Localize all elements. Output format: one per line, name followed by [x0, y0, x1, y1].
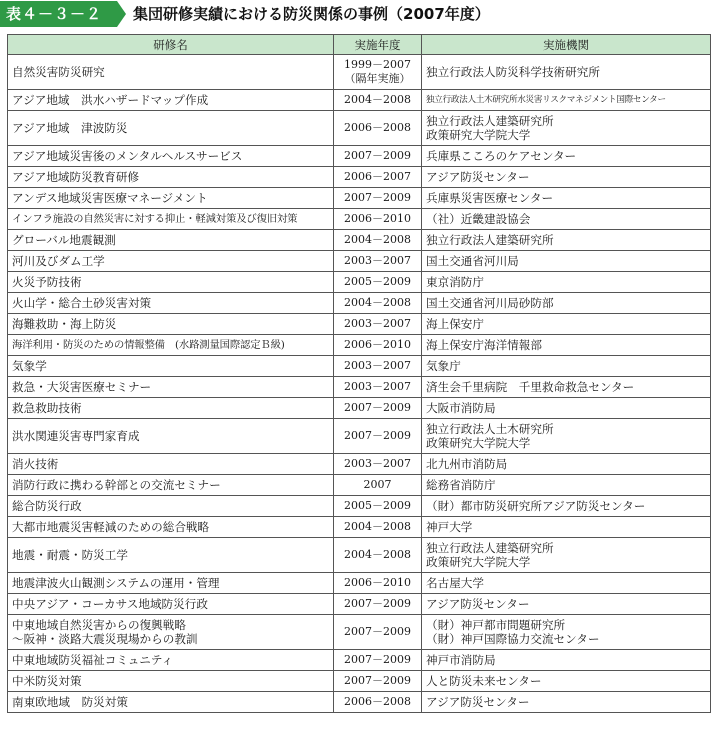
year-cell [334, 209, 422, 230]
training-table [7, 34, 711, 713]
year-cell [334, 55, 422, 90]
table-row [8, 671, 711, 692]
table-row [8, 496, 711, 517]
year-cell-line: 2006－2010 [344, 338, 411, 351]
year-cell [334, 475, 422, 496]
year-cell-line: 2006－2008 [344, 695, 411, 708]
organization-cell [422, 377, 711, 398]
year-cell-line: 2007－2009 [344, 674, 411, 687]
year-cell-line: 2006－2010 [344, 212, 411, 225]
organization-cell-line: 海上保安庁海洋情報部 [426, 338, 542, 352]
organization-cell [422, 496, 711, 517]
year-cell [334, 671, 422, 692]
organization-cell-line: 大阪市消防局 [426, 401, 496, 415]
year-cell [334, 377, 422, 398]
organization-cell-line: 政策研究大学院大学 [426, 436, 531, 450]
year-cell [334, 538, 422, 573]
organization-cell-line: 北九州市消防局 [426, 457, 508, 471]
organization-cell-line: （財）神戸都市問題研究所 [426, 618, 566, 632]
table-row [8, 314, 711, 335]
organization-cell-line: 東京消防庁 [426, 275, 484, 289]
table-row [8, 230, 711, 251]
organization-cell-line: 政策研究大学院大学 [426, 128, 531, 142]
organization-cell-line: 国土交通省河川局 [426, 254, 519, 268]
organization-cell [422, 517, 711, 538]
training-name-cell [8, 167, 334, 188]
training-name-cell-line: 総合防災行政 [12, 499, 82, 513]
organization-cell-line: 名古屋大学 [426, 576, 484, 590]
training-name-cell-line: 海洋利用・防災のための情報整備 (水路測量国際認定Ｂ級) [12, 339, 285, 351]
training-name-cell [8, 594, 334, 615]
table-row [8, 650, 711, 671]
organization-cell-line: 済生会千里病院 千里救命救急センター [426, 380, 635, 394]
table-row [8, 692, 711, 713]
organization-cell [422, 90, 711, 111]
organization-cell-line: 神戸大学 [426, 520, 473, 534]
organization-cell [422, 650, 711, 671]
year-cell-line: 2004－2008 [344, 520, 411, 533]
training-name-cell-line: アジア地域災害後のメンタルヘルスサービス [12, 149, 243, 163]
organization-cell [422, 671, 711, 692]
year-cell [334, 167, 422, 188]
year-cell-line: 2003－2007 [344, 359, 411, 372]
table-row [8, 517, 711, 538]
table-header-row [8, 35, 711, 55]
training-name-cell-line: 中央アジア・コーカサス地域防災行政 [12, 597, 208, 611]
training-name-cell-line: 中東地域自然災害からの復興戦略 [12, 618, 186, 632]
column-header-name: 研修名 [8, 35, 334, 55]
training-name-cell [8, 671, 334, 692]
training-name-cell-line: 中米防災対策 [12, 674, 82, 688]
training-name-cell [8, 475, 334, 496]
year-cell [334, 293, 422, 314]
organization-cell [422, 167, 711, 188]
organization-cell-line: （社）近畿建設協会 [426, 212, 531, 226]
year-cell-line: 2007 [363, 478, 392, 491]
year-cell [334, 594, 422, 615]
training-name-cell-line: 消火技術 [12, 457, 59, 471]
organization-cell [422, 398, 711, 419]
year-cell-line: （隔年実施） [344, 72, 411, 85]
table-row [8, 146, 711, 167]
organization-cell-line: 政策研究大学院大学 [426, 555, 531, 569]
year-cell-line: 2007－2009 [344, 597, 411, 610]
organization-cell [422, 293, 711, 314]
training-name-cell [8, 314, 334, 335]
year-cell-line: 2004－2008 [344, 548, 411, 561]
organization-cell-line: （財）神戸国際協力交流センター [426, 632, 600, 646]
year-cell [334, 251, 422, 272]
training-name-cell [8, 573, 334, 594]
organization-cell [422, 615, 711, 650]
year-cell [334, 230, 422, 251]
organization-cell-line: 独立行政法人土木研究所水災害リスクマネジメント国際センター [426, 95, 666, 105]
organization-cell [422, 335, 711, 356]
training-name-cell [8, 615, 334, 650]
table-row [8, 167, 711, 188]
organization-cell [422, 55, 711, 90]
organization-cell-line: （財）都市防災研究所アジア防災センター [426, 499, 646, 513]
training-name-cell [8, 538, 334, 573]
organization-cell [422, 272, 711, 293]
table-row [8, 335, 711, 356]
organization-cell-line: 兵庫県こころのケアセンター [426, 149, 577, 163]
organization-cell [422, 419, 711, 454]
year-cell-line: 1999－2007 [344, 58, 411, 71]
organization-cell-line: アジア防災センター [426, 170, 530, 184]
training-name-cell [8, 650, 334, 671]
table-row [8, 538, 711, 573]
table-number-badge: 表４－３－２ [0, 1, 117, 27]
training-name-cell [8, 55, 334, 90]
organization-cell [422, 573, 711, 594]
training-name-cell-line: 火災予防技術 [12, 275, 82, 289]
organization-cell-line: 人と防災未来センター [426, 674, 542, 688]
training-name-cell [8, 272, 334, 293]
year-cell-line: 2007－2009 [344, 429, 411, 442]
column-header-org: 実施機関 [422, 35, 711, 55]
year-cell-line: 2003－2007 [344, 254, 411, 267]
year-cell-line: 2007－2009 [344, 401, 411, 414]
organization-cell-line: 総務省消防庁 [426, 478, 496, 492]
training-name-cell [8, 398, 334, 419]
organization-cell-line: アジア防災センター [426, 695, 530, 709]
organization-cell [422, 594, 711, 615]
organization-cell-line: 気象庁 [426, 359, 461, 373]
year-cell-line: 2006－2010 [344, 576, 411, 589]
training-name-cell-line: 大都市地震災害軽減のための総合戦略 [12, 520, 210, 534]
training-name-cell-line: 気象学 [12, 359, 47, 373]
training-name-cell-line: 海難救助・海上防災 [12, 317, 117, 331]
year-cell [334, 335, 422, 356]
year-cell-line: 2007－2009 [344, 191, 411, 204]
training-name-cell-line: 消防行政に携わる幹部との交流セミナー [12, 478, 221, 492]
column-header-year: 実施年度 [334, 35, 422, 55]
year-cell [334, 272, 422, 293]
organization-cell [422, 188, 711, 209]
organization-cell-line: アジア防災センター [426, 597, 530, 611]
training-name-cell-line: 南東欧地域 防災対策 [12, 695, 128, 709]
year-cell [334, 650, 422, 671]
training-name-cell-line: 中東地域防災福祉コミュニティ [12, 653, 174, 667]
year-cell-line: 2007－2009 [344, 653, 411, 666]
year-cell [334, 356, 422, 377]
year-cell [334, 188, 422, 209]
training-name-cell [8, 293, 334, 314]
training-name-cell [8, 454, 334, 475]
training-name-cell [8, 517, 334, 538]
table-row [8, 272, 711, 293]
table-row [8, 377, 711, 398]
year-cell-line: 2003－2007 [344, 457, 411, 470]
organization-cell [422, 454, 711, 475]
training-name-cell-line: アジア地域防災教育研修 [12, 170, 140, 184]
table-row [8, 356, 711, 377]
organization-cell-line: 独立行政法人土木研究所 [426, 422, 554, 436]
training-name-cell-line: 火山学・総合土砂災害対策 [12, 296, 152, 310]
year-cell-line: 2004－2008 [344, 93, 411, 106]
table-body [8, 55, 711, 713]
training-name-cell [8, 496, 334, 517]
table-row [8, 454, 711, 475]
table-row [8, 111, 711, 146]
training-name-cell [8, 356, 334, 377]
training-name-cell [8, 251, 334, 272]
organization-cell [422, 251, 711, 272]
table-row [8, 188, 711, 209]
training-name-cell-line: 洪水関連災害専門家育成 [12, 429, 140, 443]
training-name-cell-line: ～阪神・淡路大震災現場からの教訓 [12, 632, 198, 646]
training-name-cell [8, 377, 334, 398]
training-name-cell-line: アジア地域 洪水ハザードマップ作成 [12, 93, 209, 107]
table-row [8, 475, 711, 496]
year-cell [334, 398, 422, 419]
year-cell [334, 419, 422, 454]
organization-cell [422, 475, 711, 496]
organization-cell-line: 海上保安庁 [426, 317, 484, 331]
training-name-cell-line: アジア地域 津波防災 [12, 121, 128, 135]
organization-cell [422, 356, 711, 377]
year-cell-line: 2004－2008 [344, 233, 411, 246]
table-row [8, 615, 711, 650]
year-cell [334, 314, 422, 335]
training-name-cell [8, 188, 334, 209]
year-cell [334, 615, 422, 650]
organization-cell-line: 独立行政法人建築研究所 [426, 541, 554, 555]
organization-cell [422, 538, 711, 573]
table-row [8, 251, 711, 272]
year-cell-line: 2005－2009 [344, 499, 411, 512]
year-cell [334, 454, 422, 475]
year-cell [334, 111, 422, 146]
table-row [8, 55, 711, 90]
training-name-cell [8, 90, 334, 111]
year-cell-line: 2006－2007 [344, 170, 411, 183]
organization-cell [422, 209, 711, 230]
training-name-cell-line: 地震・耐震・防災工学 [12, 548, 128, 562]
table-title: 集団研修実績における防災関係の事例（2007年度） [133, 5, 490, 23]
training-name-cell-line: 地震津波火山観測システムの運用・管理 [12, 576, 220, 590]
badge-arrow-tip [117, 1, 126, 27]
organization-cell [422, 692, 711, 713]
training-name-cell-line: インフラ施設の自然災害に対する抑止・軽減対策及び復旧対策 [12, 213, 298, 225]
organization-cell-line: 独立行政法人建築研究所 [426, 233, 554, 247]
training-name-cell [8, 146, 334, 167]
year-cell-line: 2005－2009 [344, 275, 411, 288]
year-cell-line: 2007－2009 [344, 149, 411, 162]
training-name-cell [8, 692, 334, 713]
year-cell [334, 90, 422, 111]
organization-cell-line: 独立行政法人防災科学技術研究所 [426, 65, 600, 79]
year-cell-line: 2006－2008 [344, 121, 411, 134]
table-row [8, 293, 711, 314]
organization-cell-line: 国土交通省河川局砂防部 [426, 296, 554, 310]
training-name-cell-line: 救急・大災害医療セミナー [12, 380, 152, 394]
training-name-cell-line: 河川及びダム工学 [12, 254, 105, 268]
organization-cell-line: 神戸市消防局 [426, 653, 496, 667]
year-cell-line: 2004－2008 [344, 296, 411, 309]
table-row [8, 398, 711, 419]
training-name-cell-line: グローバル地震観測 [12, 233, 116, 247]
training-name-cell [8, 230, 334, 251]
organization-cell [422, 230, 711, 251]
table-row [8, 594, 711, 615]
training-name-cell [8, 111, 334, 146]
table-row [8, 90, 711, 111]
year-cell-line: 2003－2007 [344, 380, 411, 393]
training-name-cell-line: アンデス地域災害医療マネージメント [12, 191, 208, 205]
table-row [8, 419, 711, 454]
organization-cell [422, 111, 711, 146]
year-cell [334, 496, 422, 517]
year-cell [334, 146, 422, 167]
training-name-cell-line: 自然災害防災研究 [12, 65, 105, 79]
training-name-cell-line: 救急救助技術 [12, 401, 82, 415]
organization-cell-line: 独立行政法人建築研究所 [426, 114, 554, 128]
training-name-cell [8, 209, 334, 230]
year-cell [334, 573, 422, 594]
table-row [8, 209, 711, 230]
organization-cell-line: 兵庫県災害医療センター [426, 191, 554, 205]
table-header-banner [0, 0, 716, 28]
year-cell [334, 692, 422, 713]
training-name-cell [8, 419, 334, 454]
year-cell-line: 2007－2009 [344, 625, 411, 638]
organization-cell [422, 314, 711, 335]
organization-cell [422, 146, 711, 167]
training-name-cell [8, 335, 334, 356]
year-cell-line: 2003－2007 [344, 317, 411, 330]
year-cell [334, 517, 422, 538]
table-row [8, 573, 711, 594]
